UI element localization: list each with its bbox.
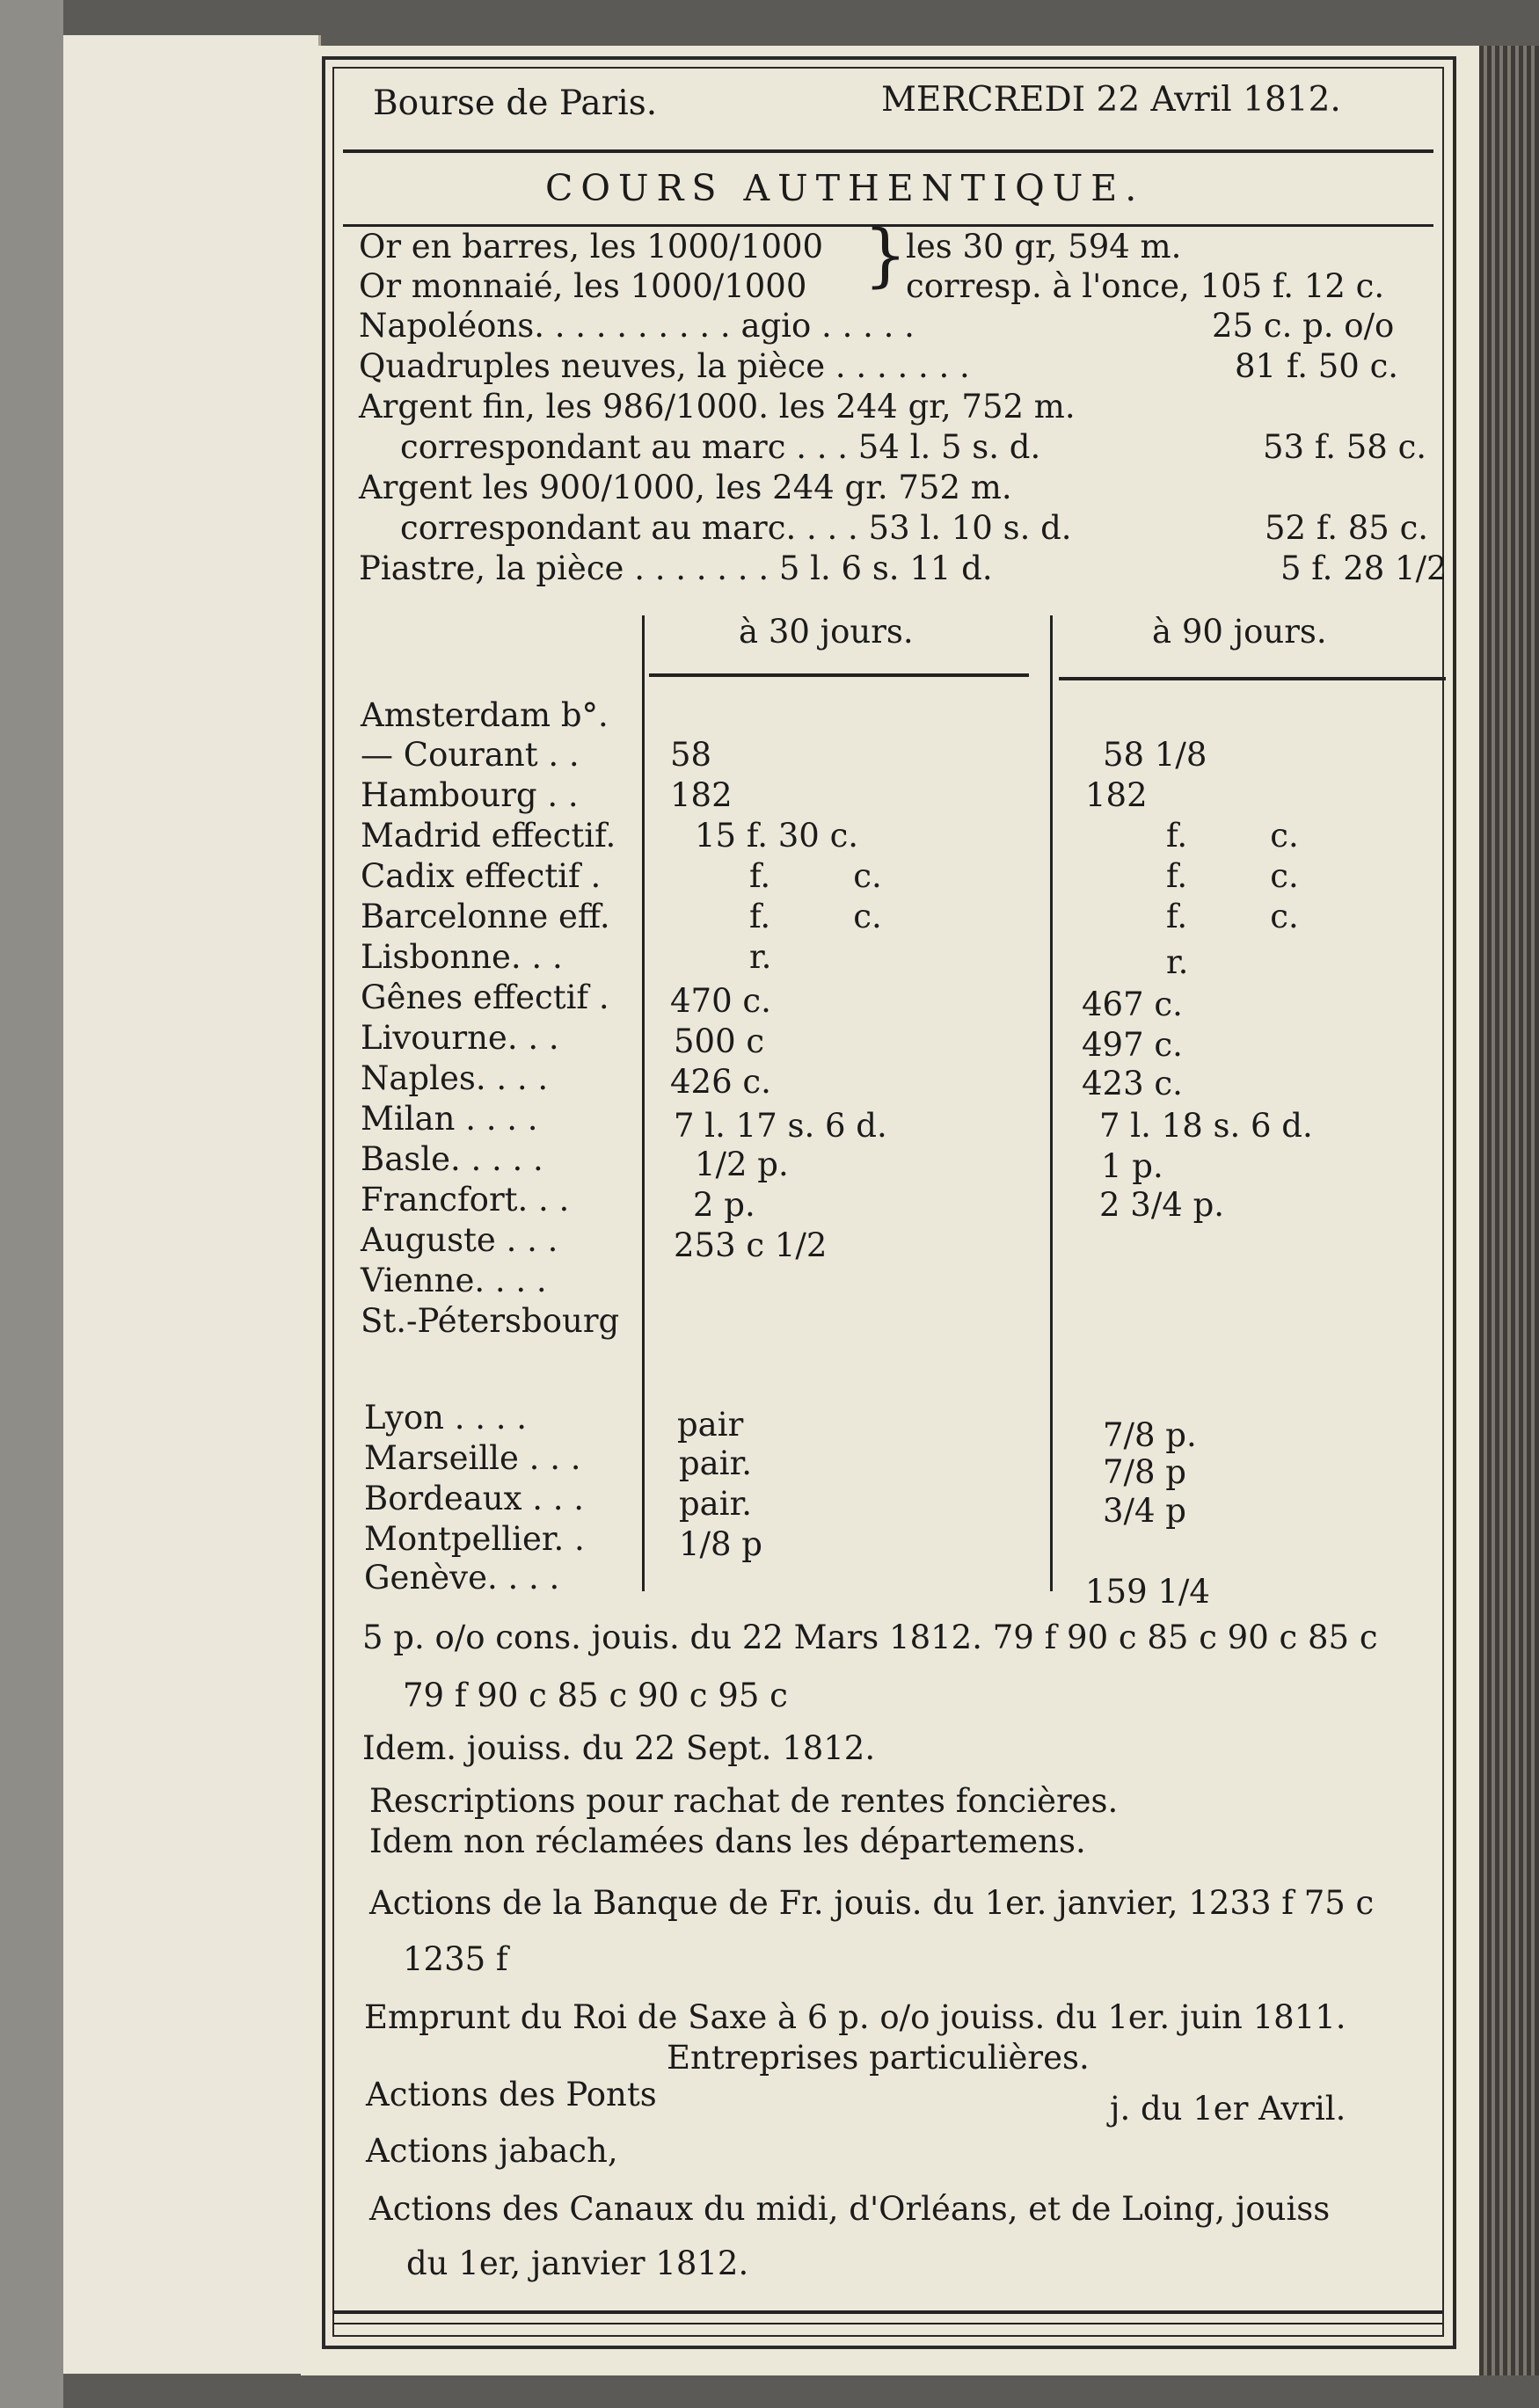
canaux-line-2: du 1er, janvier 1812. — [406, 2244, 749, 2282]
city-row: Barcelonne eff. — [361, 898, 610, 935]
city-row: Montpellier. . — [364, 1520, 585, 1558]
metal-label-9: Piastre, la pièce . . . . . . . 5 l. 6 s. 11 d. — [359, 549, 993, 587]
idem-departemens-line: Idem non réclamées dans les départemens. — [369, 1822, 1086, 1860]
rente-line-1: 5 p. o/o cons. jouis. du 22 Mars 1812. 79 f 90 c 85 c 90 c 85 c — [362, 1619, 1378, 1656]
rate-90: 58 1/8 — [1103, 736, 1207, 774]
banque-line-1: Actions de la Banque de Fr. jouis. du 1er. janvier, 1233 f 75 c — [369, 1884, 1375, 1922]
city-row: Marseille . . . — [364, 1439, 581, 1477]
city-row: Amsterdam b°. — [361, 696, 609, 734]
rate-90: 159 1/4 — [1085, 1573, 1210, 1611]
rate-30: 470 c. — [670, 982, 771, 1020]
rescriptions-line: Rescriptions pour rachat de rentes foncières. — [369, 1782, 1119, 1820]
col-rule-90 — [1059, 677, 1446, 680]
rate-30: f. c. — [749, 898, 882, 935]
city-row: Lisbonne. . . — [361, 938, 563, 976]
page-edges — [1479, 46, 1539, 2375]
city-row: St.-Pétersbourg — [361, 1302, 620, 1340]
entreprises-heading: Entreprises particulières. — [667, 2039, 1090, 2077]
metal-value-9: 5 f. 28 1/2 — [1280, 549, 1448, 587]
rate-90: 7/8 p. — [1103, 1416, 1197, 1454]
city-row: Madrid effectif. — [361, 817, 616, 855]
city-row: Livourne. . . — [361, 1019, 559, 1057]
metal-value-3: 25 c. p. o/o — [1212, 307, 1395, 345]
rente-line-2: 79 f 90 c 85 c 90 c 95 c — [403, 1677, 788, 1714]
metal-label-3: Napoléons. . . . . . . . . . agio . . . . . — [359, 307, 915, 345]
metal-value-6: 53 f. 58 c. — [1263, 428, 1427, 466]
metal-label-4: Quadruples neuves, la pièce . . . . . . . — [359, 347, 970, 385]
adjacent-page — [0, 0, 63, 2408]
metal-label-1: Or en barres, les 1000/1000 — [359, 228, 824, 266]
city-row: Francfort. . . — [361, 1181, 570, 1219]
binding-margin — [63, 35, 321, 2374]
jabach-line: Actions jabach, — [366, 2132, 618, 2170]
banque-line-2: 1235 f — [403, 1940, 508, 1978]
rate-90: 7/8 p — [1103, 1453, 1186, 1491]
column-divider-1 — [642, 615, 645, 1591]
rate-30: 426 c. — [670, 1063, 771, 1101]
rate-90: f. c. — [1166, 857, 1299, 895]
emprunt-line: Emprunt du Roi de Saxe à 6 p. o/o jouiss. du 1er. juin 1811. — [364, 1998, 1346, 2036]
header-left: Bourse de Paris. — [373, 84, 658, 123]
rate-90: r. — [1166, 943, 1189, 981]
rate-30: 500 c — [674, 1022, 765, 1060]
rate-30: r. — [749, 938, 772, 976]
rate-90: 497 c. — [1082, 1026, 1183, 1064]
city-row: Milan . . . . — [361, 1100, 538, 1138]
city-row: Vienne. . . . — [361, 1262, 547, 1299]
rate-30: 58 — [670, 736, 712, 774]
rate-30: 15 f. 30 c. — [695, 817, 859, 855]
rate-90: 182 — [1085, 776, 1148, 814]
rate-90: 3/4 p — [1103, 1492, 1186, 1530]
rate-30: 1/8 p — [679, 1525, 762, 1563]
rate-90: 2 3/4 p. — [1099, 1186, 1225, 1224]
bottom-double-rule — [332, 2310, 1442, 2324]
rate-30: pair — [677, 1406, 744, 1444]
metal-label-6: correspondant au marc . . . 54 l. 5 s. d. — [400, 428, 1041, 466]
metal-label-2: Or monnaié, les 1000/1000 — [359, 267, 807, 305]
rate-30: 182 — [670, 776, 733, 814]
page-title: COURS AUTHENTIQUE. — [545, 167, 1145, 209]
city-row: Basle. . . . . — [361, 1140, 543, 1178]
city-row: — Courant . . — [361, 736, 580, 774]
rate-90: 467 c. — [1082, 986, 1183, 1023]
rate-90: f. c. — [1166, 817, 1299, 855]
rate-90: 423 c. — [1082, 1065, 1183, 1102]
metal-value-2: corresp. à l'once, 105 f. 12 c. — [906, 267, 1385, 305]
rate-90: 7 l. 18 s. 6 d. — [1099, 1107, 1313, 1145]
city-row: Bordeaux . . . — [364, 1480, 585, 1517]
rate-30: pair. — [679, 1485, 752, 1523]
rate-30: 1/2 p. — [695, 1146, 789, 1183]
col-header-30: à 30 jours. — [739, 613, 914, 651]
city-row: Lyon . . . . — [364, 1399, 528, 1437]
ponts-line: Actions des Ponts — [366, 2076, 657, 2113]
metal-value-4: 81 f. 50 c. — [1235, 347, 1399, 385]
canaux-line-1: Actions des Canaux du midi, d'Orléans, et de Loing, jouiss — [369, 2190, 1331, 2228]
rate-30: 7 l. 17 s. 6 d. — [674, 1107, 887, 1145]
col-rule-30 — [649, 673, 1029, 677]
header-rule — [343, 149, 1433, 153]
metal-value-1: les 30 gr, 594 m. — [906, 228, 1182, 266]
metal-label-8: correspondant au marc. . . . 53 l. 10 s. d. — [400, 509, 1072, 547]
idem-line: Idem. jouiss. du 22 Sept. 1812. — [362, 1729, 876, 1767]
city-row: Naples. . . . — [361, 1059, 549, 1097]
rate-30: f. c. — [749, 857, 882, 895]
metal-value-8: 52 f. 85 c. — [1265, 509, 1429, 547]
city-row: Genève. . . . — [364, 1559, 560, 1597]
city-row: Gênes effectif . — [361, 978, 609, 1016]
rate-30: pair. — [679, 1444, 752, 1482]
ponts-date: j. du 1er Avril. — [1110, 2090, 1346, 2128]
brace: } — [864, 216, 908, 295]
city-row: Auguste . . . — [361, 1221, 558, 1259]
rate-30: 2 p. — [693, 1186, 755, 1224]
city-row: Hambourg . . — [361, 776, 579, 814]
metal-label-5: Argent fin, les 986/1000. les 244 gr, 752 m. — [359, 388, 1076, 426]
header-right: MERCREDI 22 Avril 1812. — [881, 80, 1341, 120]
column-divider-2 — [1050, 615, 1053, 1591]
col-header-90: à 90 jours. — [1152, 613, 1327, 651]
metal-label-7: Argent les 900/1000, les 244 gr. 752 m. — [359, 469, 1012, 506]
rate-90: f. c. — [1166, 898, 1299, 935]
city-row: Cadix effectif . — [361, 857, 602, 895]
rate-90: 1 p. — [1101, 1147, 1163, 1185]
rate-30: 253 c 1/2 — [674, 1226, 828, 1264]
